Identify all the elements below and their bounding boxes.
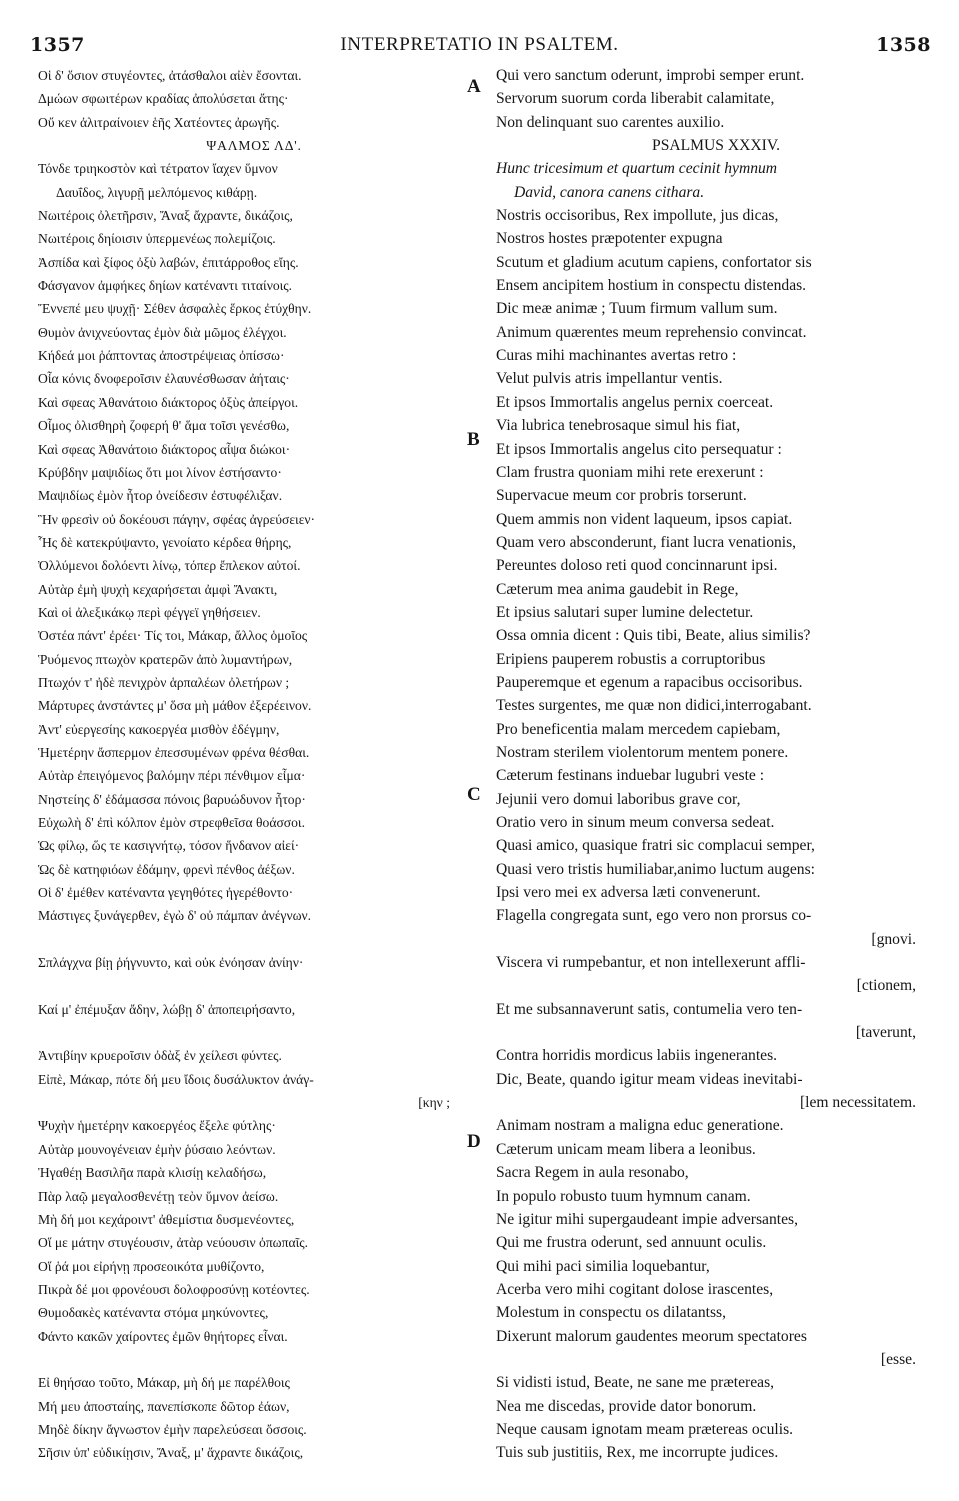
- greek-line: Μή μευ ἀποσταίης, πανεπίσκοπε δῶτορ ἐάων,: [38, 1398, 290, 1414]
- greek-line: Ὡς δὲ κατηφιόων ἐδάμην, φρενὶ πένθος ἀέξων.: [38, 861, 295, 877]
- greek-line: Δαυΐδος, λιγυρῇ μελπόμενος κιθάρῃ.: [56, 184, 258, 200]
- latin-line: Velut pulvis atris impellantur ventis.: [496, 370, 723, 388]
- greek-line: Αὐτὰρ ἐμὴ ψυχὴ κεχαρήσεται ἀμφὶ Ἄνακτι,: [38, 581, 278, 597]
- greek-line: Καὶ οἱ ἀλεξικάκῳ περὶ φέγγεϊ γηθήσειεν.: [38, 604, 261, 620]
- latin-line: Contra horridis mordicus labiis ingenerantes.: [496, 1047, 778, 1065]
- greek-line: Ψυχὴν ἡμετέρην κακοεργέος ἔξελε φύτλης·: [38, 1118, 276, 1134]
- greek-line: Θυμὸν ἀνιχνεύοντας ἐμὸν διὰ μῶμος ἐλέγχοι.: [38, 324, 287, 340]
- greek-line: Νωιτέροις δηίοισιν ὑπερμενέως πολεμίζοις.: [38, 231, 276, 247]
- latin-line: Sacra Regem in aula resonabo,: [496, 1164, 689, 1182]
- greek-line: Μηδὲ δίκην ἄγνωστον ἐμὴν παρελεύσεαι ὄσσοις.: [38, 1421, 307, 1437]
- latin-line: Jejunii vero domui laboribus grave cor,: [496, 790, 741, 808]
- latin-line: Non delinquant suo carentes auxilio.: [496, 113, 725, 131]
- greek-line: Νωιτέροις ὀλετῆρσιν, Ἄναξ ἄχραντε, δικάζοις,: [38, 208, 293, 224]
- greek-line: Ἣν φρεσὶν οὐ δοκέουσι πάγην, σφέας ἀγρεύσειεν·: [38, 511, 316, 527]
- latin-line: Et ipsos Immortalis angelus pernix coerceat.: [496, 393, 774, 411]
- page-header: [0, 0, 959, 60]
- greek-line: Ὡς φίλῳ, ὥς τε κασιγνήτῳ, τόσον ἥνδανον αἰεί·: [38, 838, 300, 854]
- latin-line: Quam vero absconderunt, fiant lucra venationis,: [496, 533, 797, 551]
- greek-line: Οἵ με μάτην στυγέουσιν, ἀτὰρ νεύουσιν ὀπωπαῖς.: [38, 1235, 309, 1251]
- section-marker-b: B: [467, 429, 480, 450]
- greek-line: Μὴ δή μοι κεχάροιντ' ἀθεμίστια δυσμενέοντες,: [38, 1211, 295, 1227]
- latin-line: Quasi vero tristis humiliabar,animo luctum augens:: [496, 860, 815, 878]
- greek-line: Καὶ σφεας Ἀθανάτοιο διάκτορος αἶψα διώκοι·: [38, 441, 291, 457]
- latin-line: Nostris occisoribus, Rex impollute, jus dicas,: [496, 207, 779, 225]
- greek-line: Ἔννεπέ μευ ψυχῇ· Σέθεν ἀσφαλὲς ἕρκος ἐτύχθην.: [38, 301, 312, 317]
- greek-line: Ἧς δὲ κατεκρύψαντο, γενοίατο κέρδεα θήρης,: [38, 534, 292, 550]
- greek-line: [κην ;: [418, 1095, 450, 1111]
- latin-line: Et me subsannaverunt satis, contumelia vero ten-: [496, 1000, 803, 1018]
- greek-line: [38, 1021, 470, 1044]
- greek-line: [38, 1348, 470, 1371]
- latin-line: Dic meæ animæ ; Tuum firmum vallum sum.: [496, 300, 778, 318]
- greek-line: Μαψιδίως ἐμὸν ἦτορ ὀνείδεσιν ἐστυφέλιξαν.: [38, 488, 283, 504]
- greek-line: Σῆσιν ὑπ' εὐδικίῃσιν, Ἄναξ, μ' ἄχραντε δικάζοις,: [38, 1445, 304, 1461]
- greek-line: Εὐχωλὴ δ' ἐπὶ κόλπον ἐμὸν στρεφθεῖσα θοάσσοι.: [38, 815, 305, 830]
- latin-line: [ctionem,: [856, 977, 916, 995]
- greek-line: Θυμοδακὲς κατέναντα στόμα μηκύνοντες,: [38, 1305, 269, 1321]
- latin-line: Flagella congregata sunt, ego vero non prorsus co-: [496, 907, 812, 925]
- latin-line: Dixerunt malorum gaudentes meorum spectatores: [496, 1327, 807, 1345]
- section-marker-a: A: [467, 76, 481, 97]
- latin-line: Pereuntes doloso reti quod concinnarunt ipsi.: [496, 557, 778, 575]
- latin-line: Si vidisti istud, Beate, ne sane me prætereas,: [496, 1374, 775, 1392]
- latin-line: In populo robusto tuum hymnum canam.: [496, 1187, 751, 1205]
- greek-line: Οὔ κεν ἀλιτραίνοιεν ἑῆς Χατέοντες ἀρωγῆς.: [38, 114, 280, 130]
- greek-line: Οἷα κόνις δνοφεροῖσιν ἐλαυνέσθωσαν ἀήταις·: [38, 371, 290, 387]
- latin-line: Testes surgentes, me quæ non didici,interrogabant.: [496, 697, 812, 715]
- greek-line: Φάντο κακῶν χαίροντες ἐμῶν θηήτορες εἶναι.: [38, 1328, 288, 1344]
- greek-line: Μάστιγες ξυνάγερθεν, ἐγὼ δ' οὐ πάμπαν ἀνέγνων.: [38, 908, 312, 924]
- latin-line: Et ipsos Immortalis angelus cito persequatur :: [496, 440, 782, 458]
- greek-line: Δμώων σφωιτέρων κραδίας ἀπολύσεται ἄτης·: [38, 91, 289, 107]
- greek-line: Νηστείης δ' ἐδάμασσα πόνοις βαρυώδυνον ἦτορ·: [38, 791, 306, 807]
- greek-line: Πὰρ λαῷ μεγαλοσθενέτῃ τεὸν ὕμνον ἀείσω.: [38, 1188, 279, 1204]
- greek-line: Οἱ δ' ἐμέθεν κατέναντα γεγηθότες ἠγερέθοντο·: [38, 885, 294, 901]
- greek-line: Κήδεά μοι ῥάπτοντας ἀποστρέψειας ὀπίσσω·: [38, 348, 285, 364]
- greek-line: Οἶμος ὀλισθηρὴ ζοφερή θ' ἅμα τοῖσι γενέσθω,: [38, 418, 290, 434]
- latin-line: Nostram sterilem violentorum mentem ponere.: [496, 743, 789, 761]
- latin-line: Ipsi vero mei ex adversa læti convenerunt.: [496, 884, 761, 902]
- greek-line: Ἡμετέρην ἄσπερμον ἐπεσσυμένων φρένα θέσθαι.: [38, 744, 310, 760]
- latin-line: [taverunt,: [855, 1024, 916, 1042]
- latin-line: Tuis sub justitiis, Rex, me incorrupte judices.: [496, 1444, 779, 1462]
- greek-line: Ἀντ' εὐεργεσίης κακοεργέα μισθὸν ἐδέγμην,: [38, 721, 280, 737]
- latin-line: Curas mihi machinantes avertas retro :: [496, 347, 737, 365]
- latin-line: Scutum et gladium acutum capiens, confortator sis: [496, 253, 812, 271]
- greek-line: Μάρτυρες ἀνστάντες μ' ὅσα μὴ μάθον ἐξερέεινον.: [38, 698, 312, 714]
- latin-line: Animam nostram a maligna educ generatione.: [496, 1117, 784, 1135]
- left-page-number: 1357: [30, 34, 85, 56]
- latin-line: Qui vero sanctum oderunt, improbi semper erunt.: [496, 67, 805, 84]
- greek-line: Οἱ δ' ὅσιον στυγέοντες, ἀτάσθαλοι αἰὲν ἔσονται.: [38, 68, 302, 83]
- greek-line: Ὀστέα πάντ' ἐρέει· Τίς τοι, Μάκαρ, ἄλλος ὁμοῖος: [38, 628, 308, 644]
- latin-line: [lem necessitatem.: [799, 1094, 916, 1112]
- latin-line: Cæterum unicam meam libera a leonibus.: [496, 1140, 756, 1158]
- greek-line: Εἰ θηήσαο τοῦτο, Μάκαρ, μὴ δή με παρέλθοις: [38, 1375, 290, 1391]
- greek-line: Πικρὰ δέ μοι φρονέουσι δολοφροσύνῃ κοτέοντες.: [38, 1281, 310, 1297]
- greek-line: Ἀντιβίην κρυεροῖσιν ὀδὰξ ἐν χείλεσι φύντες.: [38, 1048, 282, 1064]
- greek-line: Σπλάγχνα βίῃ ῥήγνυντο, καὶ οὐκ ἐνόησαν ἀνίην·: [38, 955, 304, 971]
- latin-line: Dic, Beate, quando igitur meam videas inevitabi-: [496, 1070, 803, 1088]
- greek-line: Κρύβδην μαψιδίως ὅτι μοι λίνον ἐστήσαντο·: [38, 464, 282, 480]
- greek-line: ΨΑΛΜΟΣ ΛΔ'.: [206, 138, 302, 154]
- latin-line: Molestum in conspectu os dilatantss,: [496, 1304, 726, 1322]
- latin-line: Supervacue meum cor probris torserunt.: [496, 487, 747, 505]
- greek-line: Ῥυόμενος πτωχὸν κρατερῶν ἀπὸ λυμαντήρων,: [38, 651, 293, 667]
- greek-line: Οἵ ῥά μοι εἰρήνῃ προσεοικότα μυθίζοντο,: [38, 1258, 265, 1274]
- latin-line: Pauperemque et egenum a rapacibus occisoribus.: [496, 673, 803, 691]
- greek-line: Εἰπὲ, Μάκαρ, πότε δή μευ ἴδοις δυσάλυκτον ἀνάγ-: [38, 1071, 314, 1087]
- greek-line: [38, 974, 470, 997]
- latin-line: Pro beneficentia malam mercedem capiebam,: [496, 720, 781, 738]
- latin-line: Cæterum festinans induebar lugubri veste :: [496, 767, 765, 785]
- latin-line: Oratio vero in sinum meum conversa sedeat.: [496, 814, 775, 831]
- latin-line: Ossa omnia dicent : Quis tibi, Beate, alius similis?: [496, 627, 811, 645]
- latin-line: Acerba vero mihi cogitant dolose irascentes,: [496, 1280, 774, 1298]
- latin-line: Ne igitur mihi supergaudeant impie adversantes,: [496, 1210, 798, 1228]
- greek-line: Φάσγανον ἀμφήκες δηίων κατέναντι τιταίνοις.: [38, 278, 293, 294]
- latin-text-column: [496, 64, 936, 1465]
- greek-line: Καί μ' ἐπέμυξαν ἄδην, λώβῃ δ' ἀποπειρήσαντο,: [38, 1001, 296, 1017]
- latin-line: Ensem ancipitem hostium in conspectu distendas.: [496, 277, 807, 295]
- greek-line: Καὶ σφεας Ἀθανάτοιο διάκτορος ὀξὺς ἀπείργοι.: [38, 394, 299, 410]
- latin-line: Animum quærentes meum reprehensio convincat.: [496, 323, 807, 341]
- latin-line: Nostros hostes præpotenter expugna: [496, 230, 723, 248]
- latin-line: Eripiens pauperem robustis a corruptoribus: [496, 650, 766, 668]
- greek-text-column: [38, 64, 470, 1465]
- greek-line: Αὐτὰρ μουνογένειαν ἐμὴν ῥύσαιο λεόντων.: [38, 1141, 276, 1157]
- greek-line: [38, 928, 470, 951]
- latin-line: [gnovi.: [871, 930, 916, 948]
- latin-line: [esse.: [880, 1350, 916, 1368]
- greek-line: Αὐτὰρ ἐπειγόμενος βαλόμην πέρι πένθιμον εἶμα·: [38, 768, 306, 784]
- right-page-number: 1358: [876, 34, 931, 56]
- greek-line: Τόνδε τριηκοστὸν καὶ τέτρατον ἴαχεν ὕμνον: [38, 161, 278, 177]
- section-marker-c: C: [467, 784, 481, 805]
- greek-line: Ὀλλύμενοι δολόεντι λίνῳ, τόπερ ἔπλεκον αὐτοί.: [38, 558, 301, 574]
- latin-line: Quem ammis non vident laqueum, ipsos capiat.: [496, 510, 793, 528]
- latin-line: Servorum suorum corda liberabit calamitate,: [496, 90, 775, 108]
- greek-line: Πτωχόν τ' ἠδὲ πενιχρὸν ἁρπαλέων ὀλετήρων ;: [38, 674, 290, 690]
- latin-line: Nea me discedas, provide dator bonorum.: [496, 1397, 757, 1415]
- latin-line: Via lubrica tenebrosaque simul his fiat,: [496, 417, 741, 435]
- latin-line: Qui mihi paci similia loquebantur,: [496, 1257, 710, 1275]
- latin-line: Viscera vi rumpebantur, et non intellexerunt affli-: [496, 954, 806, 972]
- latin-line: Cæterum mea anima gaudebit in Rege,: [496, 580, 739, 598]
- greek-line: Ἠγαθέῃ Βασιλῆα παρὰ κλισίῃ κελαδήσω,: [38, 1165, 267, 1181]
- latin-line: Clam frustra quoniam mihi rete erexerunt :: [496, 463, 764, 481]
- latin-line: Qui me frustra oderunt, sed annuunt oculis.: [496, 1234, 767, 1252]
- section-marker-d: D: [467, 1131, 481, 1152]
- latin-line: Quasi amico, quasique fratri sic complacui semper,: [496, 837, 815, 855]
- latin-line: Hunc tricesimum et quartum cecinit hymnum: [496, 160, 778, 178]
- running-title: INTERPRETATIO IN PSALTEM.: [340, 34, 619, 55]
- latin-line: Neque causam ignotam meam prætereas oculis.: [496, 1420, 794, 1438]
- latin-line: PSALMUS XXXIV.: [652, 137, 780, 155]
- latin-line: Et ipsius salutari super lumine delectetur.: [496, 603, 754, 621]
- greek-line: Ἀσπίδα καὶ ξίφος ὀξὺ λαβών, ἐπιτάρροθος εἴης.: [38, 254, 299, 270]
- latin-line: David, canora canens cithara.: [514, 183, 705, 201]
